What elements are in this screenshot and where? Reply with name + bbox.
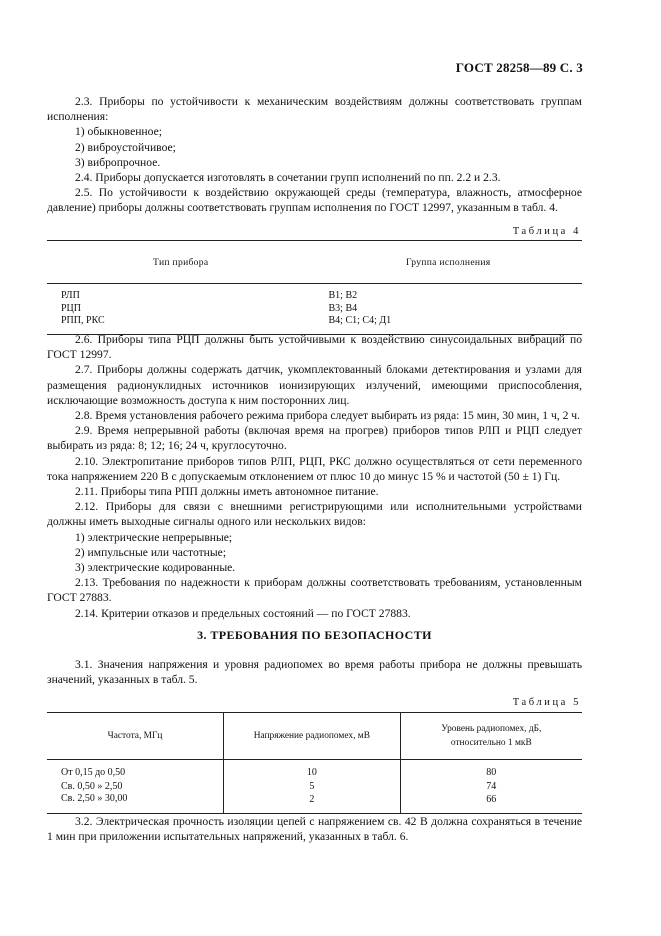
table-5-header-level: [400, 713, 582, 760]
table-5-cell-frequency: Св. 0,50 » 2,50: [61, 780, 123, 792]
list-item: 2) виброустойчивое;: [75, 140, 176, 154]
table-5-header-voltage: Напряжение радиопомех, мВ: [224, 713, 401, 760]
section-3-title: 3. ТРЕБОВАНИЯ ПО БЕЗОПАСНОСТИ: [197, 628, 432, 642]
body-block-2: [47, 332, 582, 621]
paragraph-2-7: 2.7. Приборы должны содержать датчик, укомплектованный блоками детектирования и узлами для размещения радионуклидных источников ионизирующих излучений, имеющими приспособления, исключающие возможность доступа к ним посторонних лиц.: [47, 363, 582, 407]
paragraph-2-13: 2.13. Требования по надежности к приборам должны соответствовать требованиям, установленным ГОСТ 27883.: [47, 576, 582, 605]
table-4-cell-type: РПП, РКС: [61, 315, 105, 326]
table-4-cell-group: В3; В4: [328, 302, 358, 314]
paragraph-2-8: 2.8. Время установления рабочего режима прибора следует выбирать из ряда: 15 мин, 30 мин, 1 ч, 2 ч.: [75, 409, 581, 423]
list-item: 3) электрические кодированные.: [75, 561, 236, 575]
list-item: 1) электрические непрерывные;: [75, 530, 233, 544]
paragraph-2-11: 2.11. Приборы типа РПП должны иметь автономное питание.: [75, 485, 379, 499]
table-5-cell-level: 80: [400, 760, 582, 780]
table-5-cell-voltage: 10: [224, 760, 401, 780]
table-row: [47, 284, 582, 303]
paragraph-2-12: 2.12. Приборы для связи с внешними регистрирующими или исполнительными устройствами должны иметь выходные сигналы одного или нескольких видов:: [47, 500, 582, 529]
table-4-cell-type: РЦП: [61, 302, 82, 314]
table-4-cell-group: В4; С1; С4; Д1: [328, 315, 392, 326]
table-5-header-level-line2: относительно 1 мкВ: [450, 738, 532, 748]
paragraph-2-10: 2.10. Электропитание приборов типов РЛП, РЦП, РКС должно осуществляться от сети переменного тока напряжением 220 В с допускаемым отклонением от плюс 10 до минус 15 % и частотой (50 ± 1) Гц.: [47, 454, 582, 483]
table-row: [47, 303, 582, 316]
table-4-caption: Таблица 4: [512, 226, 581, 237]
table-4-cell-type: РЛП: [61, 290, 80, 301]
table-row: [47, 793, 582, 813]
paragraph-2-5: 2.5. По устойчивости к воздействию окружающей среды (температура, влажность, атмосферное давление) приборы должны соответствовать группам исполнения по ГОСТ 12997, указанным в табл. 4.: [47, 186, 582, 215]
table-5: [47, 712, 582, 814]
table-5-cell-frequency: От 0,15 до 0,50: [61, 767, 126, 778]
table-row: [47, 760, 582, 780]
body-block-3: [47, 657, 582, 687]
body-block-4: [47, 814, 582, 844]
table-4-cell-group: В1; В2: [328, 290, 358, 301]
body-block-1: [47, 94, 582, 216]
table-4: [47, 240, 582, 335]
table-5-cell-voltage: 2: [224, 793, 401, 813]
paragraph-2-14: 2.14. Критерии отказов и предельных состояний — по ГОСТ 27883.: [75, 606, 411, 620]
table-5-cell-level: 66: [400, 793, 582, 813]
table-4-header-type: Тип прибора: [153, 256, 209, 268]
table-5-header-level-line1: Уровень радиопомех, дБ,: [441, 724, 542, 734]
list-item: 3) вибропрочное.: [75, 155, 161, 169]
table-5-caption: Таблица 5: [512, 697, 581, 708]
table-5-cell-level: 74: [400, 780, 582, 794]
paragraph-2-9: 2.9. Время непрерывной работы (включая время на прогрев) приборов типов РЛП и РЦП следует выбирать из ряда: 8; 12; 16; 24 ч, круглосуточно.: [47, 424, 582, 453]
table-5-cell-frequency: Св. 2,50 » 30,00: [61, 793, 128, 804]
paragraph-3-2: 3.2. Электрическая прочность изоляции цепей с напряжением св. 42 В должна сохраняться в течение 1 мин при приложении испытательных напряжений, указанных в табл. 6.: [47, 815, 582, 844]
table-row: [47, 780, 582, 794]
list-item: 1) обыкновенное;: [75, 125, 162, 139]
paragraph-2-6: 2.6. Приборы типа РЦП должны быть устойчивыми к воздействию синусоидальных вибраций по ГОСТ 12997.: [47, 333, 582, 362]
paragraph-2-4: 2.4. Приборы допускается изготовлять в сочетании групп исполнений по пп. 2.2 и 2.3.: [75, 171, 501, 185]
paragraph-2-3: 2.3. Приборы по устойчивости к механическим воздействиям должны соответствовать группам исполнения:: [47, 95, 582, 124]
paragraph-3-1: 3.1. Значения напряжения и уровня радиопомех во время работы прибора не должны превышать значений, указанных в табл. 5.: [47, 658, 582, 687]
page-header: ГОСТ 28258—89 С. 3: [455, 60, 583, 75]
table-5-cell-voltage: 5: [224, 780, 401, 794]
table-5-header-frequency: Частота, МГц: [107, 731, 163, 741]
list-item: 2) импульсные или частотные;: [75, 545, 227, 559]
table-4-header-group: Группа исполнения: [406, 256, 491, 268]
